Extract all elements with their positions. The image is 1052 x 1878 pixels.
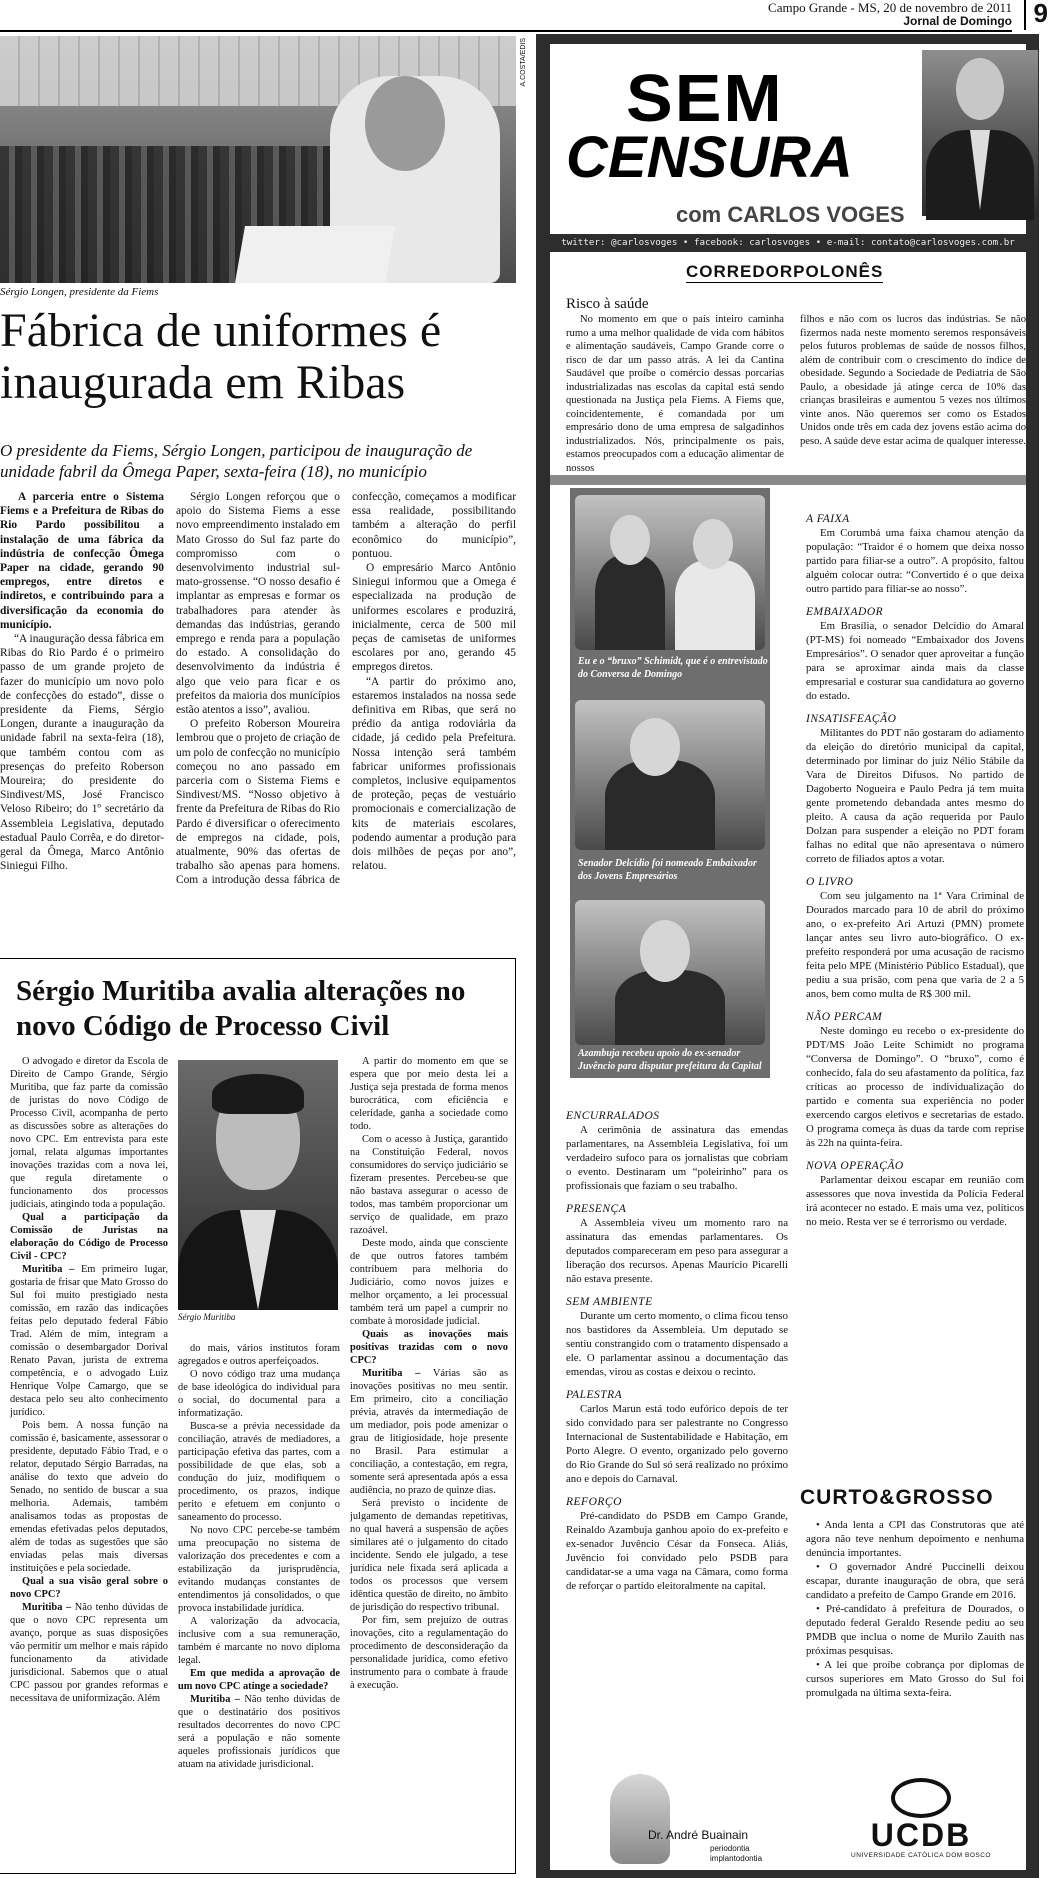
- ucdb-logo-icon: [891, 1778, 951, 1818]
- curto-item: • A lei que proíbe cobrança por diplomas de cursos superiores em Mato Grosso do Sul foi promulgada na última sexta-feira.: [806, 1659, 1024, 1699]
- note-title: PALESTRA: [566, 1389, 623, 1401]
- muritiba-caption: Sérgio Muritiba: [178, 1312, 236, 1322]
- lead-body: [0, 490, 516, 946]
- curto-item: • Anda lenta a CPI das Construtoras que até agora não teve nenhum depoimento e nenhuma denúncia importantes.: [806, 1519, 1024, 1559]
- brand-line-2: CENSURA: [566, 125, 853, 190]
- second-col-1: [10, 1055, 168, 1870]
- photo-caption-3: Azambuja recebeu apoio do ex-senador Juvêncio para disputar prefeitura da Capital: [578, 1048, 762, 1072]
- header-journal: Jornal de Domingo: [903, 14, 1012, 28]
- contact-bar: twitter: @carlosvoges • facebook: carlosvoges • e-mail: contato@carlosvoges.com.br: [550, 234, 1026, 252]
- ucdb-name: UCDB: [870, 1817, 972, 1853]
- lead-headline: Fábrica de uniformes é inaugurada em Ribas: [0, 304, 442, 409]
- ad-dentist-name: Dr. André Buainain: [648, 1828, 749, 1842]
- second-col-2: [178, 1342, 340, 1870]
- curto-item: • O governador André Puccinelli deixou escapar, durante inauguração de obra, que será candidato a prefeito de Campo Grande em 2016.: [806, 1561, 1024, 1601]
- body-paragraph: A partir do momento em que se espera que por meio desta lei a Justiça seja prestada de forma menos burocrática, com eficiência e celeridade, ganha a sociedade como todo.: [350, 1056, 508, 1132]
- ucdb-subtitle: UNIVERSIDADE CATÓLICA DOM BOSCO: [851, 1852, 991, 1859]
- note-title: PRESENÇA: [566, 1203, 627, 1215]
- brand-line-1: SEM: [626, 60, 784, 136]
- note-text: A Assembleia viveu um momento raro na assinatura das emendas parlamentares. Os deputados compareceram em peso para assegurar a liberação dos recursos. Apenas Maurício Picarelli não estava presente.: [566, 1217, 788, 1285]
- body-paragraph: No novo CPC percebe-se também uma preocupação no sistema de valorização dos precedentes e com a estabilização da jurisprudência, evitando mudanças constantes de entendimentos já consolidados, o que provoca instabilidade jurídica.: [178, 1525, 340, 1614]
- answer-speaker: Muritiba –: [362, 1368, 421, 1379]
- note-title: NÃO PERCAM: [806, 1011, 883, 1023]
- note-title: NOVA OPERAÇÃO: [806, 1160, 904, 1172]
- answer-speaker: Muritiba –: [190, 1694, 240, 1705]
- note-title: EMBAIXADOR: [806, 606, 884, 618]
- answer-text: Várias são as inovações positivas no meu sentir. Em primeiro, cito a conciliação prévia, através da intermediação de um mediador, pois pode amenizar o grau de litigiosidade, hoje presente no Brasil. Para estimular a conciliação, a contestação, em regra, somente será apresentada após a essa audiência, no prazo de quinze dias.: [350, 1368, 508, 1496]
- photo-schimidt: [575, 495, 765, 650]
- photo-caption-1: Eu e o “bruxo” Schimidt, que é o entrevistado do Conversa de Domingo: [578, 656, 768, 680]
- risco-col-2: [800, 313, 1026, 463]
- body-paragraph: Por fim, sem prejuízo de outras inovações, cito a regulamentação do procedimento de desconsideração da personalidade jurídica, como efetivo instrumento para o combate à fraude à execução.: [350, 1615, 508, 1691]
- ad-dentist-specialty-1: periodontia: [710, 1844, 750, 1853]
- photo-caption-2: Senador Delcídio foi nomeado Embaixador dos Jovens Empresários: [578, 858, 757, 882]
- ad-dentist: [600, 1774, 763, 1866]
- note-title: INSATISFEAÇÃO: [806, 713, 897, 725]
- answer-text: Em primeiro lugar, gostaria de frisar que Mato Grosso do Sul foi muito prestigiado nesta comissão, em razão das indicações feitas pelo deputado federal Fábio Trad. Além de mim, integram a comissão o desembargador Dorival Renato Pavan, jurista de extrema competência, e o advogado Luiz Henrique Volpe Camargo, que se destaca pelo seu alto conhecimento jurídico.: [10, 1264, 168, 1418]
- second-col-3: [350, 1055, 508, 1870]
- note-text: Com seu julgamento na 1ª Vara Criminal de Dourados marcado para 10 de abril do próximo ano, o ex-prefeito Ari Artuzi (PMN) promete lançar antes seu livro auto-biográfico. O ex-prefeito responderá por uma acusação de racismo feita pelo MPE (Ministério Público Estadual), que pediu a sua prisão, com pena que varia de 2 a 5 anos, bem como multa de R$ 300 mil.: [806, 890, 1024, 1000]
- page-number: 9: [1024, 0, 1048, 30]
- note-title: ENCURRALADOS: [566, 1110, 660, 1122]
- note-text: Militantes do PDT não gostaram do adiamento da eleição do diretório municipal da capital, determinado por liminar do juiz Nélio Stábile da Vara de Direitos Difusos. No partido de Dagoberto Nogueira e Paulo Pedra já tem muita gente prometendo debandada antes mesmo do pleito. A causa da ação requerida por Paulo Dolzan para suspender a eleição no PDT foram falhas no edital que não apresentava o número correto de filiados aptos a votar.: [806, 727, 1024, 865]
- body-paragraph: Deste modo, ainda que consciente de que outros fatores também contribuem para melhoria do Judiciário, como novos juízes e melhor orçamento, a lei processual também terá um papel a cumprir no combate à morosidade judicial.: [350, 1238, 508, 1327]
- body-paragraph: O prefeito Roberson Moureira lembrou que o projeto de criação de um polo de confecção no município começou no ano passado em parceria com o Sistema Fiems e Sindivest/MS. “Nosso objetivo à frente da Prefeitura de Ribas do Rio Pardo é diversificar o oferecimento de empregos na cidade, pois, atualmente, 90% das ofertas de trabalho são apenas para homens. Com a introdução dessa fábrica de confecção, começamos a modificar essa realidade, possibilitando também a alteração do perfil econômico do município”, pontuou.: [176, 491, 516, 887]
- note-text: Carlos Marun está todo eufórico depois de ter sido convidado para ser palestrante no Congresso Internacional de Sustentabilidade e Habitação, em Porto Alegre. O evento, organizado pelo governo do Rio Grande do Sul só será realizado no próximo ano e depois do Carnaval.: [566, 1403, 788, 1485]
- note-title: SEM AMBIENTE: [566, 1296, 653, 1308]
- notes-left: [566, 1100, 788, 1760]
- interview-answer: [10, 1601, 168, 1705]
- ad-ucdb: [826, 1774, 1016, 1870]
- answer-text: Não tenho dúvidas de que o novo CPC representa um avanço, porque as suas disposições vão permitir um melhor e mais rápido funcionamento da atividade jurisdicional. Sabemos que o atual CPC passou por grandes reformas e necessitava de uniformização. Além: [10, 1602, 168, 1704]
- answer-speaker: Muritiba –: [22, 1602, 72, 1613]
- interview-answer: [10, 1263, 168, 1419]
- body-paragraph: O novo código traz uma mudança de base ideológica do individual para o social, do documental para a informatização.: [178, 1369, 340, 1419]
- lead-paragraph: A parceria entre o Sistema Fiems e a Prefeitura de Ribas do Rio Pardo possibilitou a instalação de uma fábrica da indústria de confecção Ômega Paper na cidade, gerando 90 empregos, entre diretos e indiretos, e contribuindo para a diversificação da economia do município.: [0, 491, 164, 631]
- answer-text: Não tenho dúvidas de que o destinatário dos positivos resultados decorrentes do novo CPC será a população e não somente aqueles profissionais jurídicos que atuam na atividade jurisdicional.: [178, 1694, 340, 1770]
- curto-grosso-tag: CURTO&GROSSO: [800, 1486, 994, 1509]
- body-paragraph: Busca-se a prévia necessidade da conciliação, através de mediadores, a participação efetiva das partes, com a possibilidade de que elas, sob a condução do juiz, modifiquem o procedimento, os prazos, indique perito e efetuem em conjunto o saneamento do processo.: [178, 1421, 340, 1523]
- brand-byline: com CARLOS VOGES: [676, 202, 905, 227]
- header-rule: [0, 30, 1012, 32]
- body-paragraph: Sérgio Longen reforçou que o apoio do Sistema Fiems a esse novo empreendimento instalado em Mato Grosso do Sul faz parte do compromisso com o desenvolvimento industrial sul-mato-grossense. “O nosso desafio é implantar as empresas e formar os trabalhadores para atender às demandas das indústrias, gerando emprego e renda para a população do estado. A consolidação do desenvolvimento da indústria é algo que veio para ficar e os prefeitos da maioria dos municípios estão atentos a isso”, avaliou.: [176, 491, 340, 717]
- gray-divider: [550, 475, 1026, 485]
- lead-photo-caption: Sérgio Longen, presidente da Fiems: [0, 286, 159, 298]
- curto-item: • Pré-candidato à prefeitura de Dourados, o deputado federal Geraldo Resende pediu ao seu PMDB que inclua o nome de Murilo Zauith nas próximas pesquisas.: [806, 1603, 1024, 1657]
- columnist-photo: [922, 50, 1038, 216]
- muritiba-photo: [178, 1060, 338, 1310]
- photo-credit: A.COSTA/EDIS: [520, 38, 527, 87]
- interview-question: Qual a sua visão geral sobre o novo CPC?: [10, 1576, 168, 1600]
- tooth-icon: [610, 1774, 670, 1864]
- page-header: [0, 0, 1052, 34]
- photo-azambuja: [575, 900, 765, 1045]
- lead-deck: O presidente da Fiems, Sérgio Longen, participou de inauguração de unidade fabril da Ômega Paper, sexta-feira (18), no município: [0, 441, 473, 481]
- risco-text-2: filhos e não com os lucros das indústrias. Se não fizermos nada neste momento seremos responsáveis pelos futuros problemas de saúde de nossos filhos, além de contribuir com o crescimento do índice de obesidade. Segundo a Sociedade de Pediatria de São Paulo, a obesidade já atinge cerca de 10% das crianças brasileiras e aumentou 5 vezes nos últimos vinte anos. Não queremos ser como os Estados Unidos onde três em cada dez jovens estão acima do peso. A saúde deve estar acima de qualquer interesse.: [800, 314, 1026, 447]
- body-paragraph: A valorização da advocacia, inclusive com a sua remuneração, também é marcante no novo diploma legal.: [178, 1616, 340, 1666]
- interview-question: Qual a participação da Comissão de Juristas na elaboração do Código de Processo Civil - CPC?: [10, 1212, 168, 1262]
- curto-grosso-list: [806, 1518, 1024, 1748]
- risco-text-1: No momento em que o país inteiro caminha rumo a uma melhor qualidade de vida com hábitos e alimentação saudáveis, Campo Grande corre o risco de dar um passo atrás. A lei da Cantina Saudável que proíbe o comércio dessas porcarias industrializadas nas escolas da capital está sendo questionada na Justiça pela Fiems. A Fiems que, coincidentemente, é comandada por um empresário dono de uma empresa de salgadinhos industrializados. Nós, principalmente os pais, estamos preocupados com a educação alimentar de nossos: [566, 314, 784, 474]
- note-title: O LIVRO: [806, 876, 854, 888]
- note-text: Parlamentar deixou escapar em reunião com assessores que nova investida da Polícia Federal irá acontecer no estado. E mais uma vez, políticos no meio. Resta ver se é terrorismo ou verdade.: [806, 1174, 1024, 1228]
- interview-question: Em que medida a aprovação de um novo CPC atinge a sociedade?: [178, 1668, 340, 1692]
- body-paragraph: Será previsto o incidente de julgamento de demandas repetitivas, no qual haverá a suspensão de ações similares até o julgamento do citado incidente. Sendo ele julgado, a tese jurídica nele fixada será aplicada a todos os processos que versem idêntica questão de direito, no âmbito de jurisdição do respectivo tribunal.: [350, 1498, 508, 1613]
- photo-delcidio: [575, 700, 765, 850]
- second-headline: Sérgio Muritiba avalia alterações no novo Código de Processo Civil: [16, 975, 466, 1042]
- note-text: Em Brasília, o senador Delcídio do Amaral (PT-MS) foi nomeado “Embaixador dos Jovens Empresários”. O senador quer aproveitar a função para se aproximar ainda mais da classe empresarial e costurar sua candidatura ao governo do estado.: [806, 620, 1024, 702]
- column-brand: [556, 58, 906, 227]
- notes-right: [806, 503, 1024, 1513]
- body-paragraph: do mais, vários institutos foram agregados e outros aperfeiçoados.: [178, 1343, 340, 1367]
- body-paragraph: O advogado e diretor da Escola de Direito de Campo Grande, Sérgio Muritiba, que faz parte da comissão de juristas do novo Código de Processo Civil, acompanha de perto as discussões sobre as alterações do novo CPC. Em entrevista para este jornal, relata algumas importantes inovações trazidas com a nova lei, que regula diretamente o funcionamento dos processos judiciais, atingindo toda a população.: [10, 1056, 168, 1210]
- header-date: Campo Grande - MS, 20 de novembro de 2011: [768, 0, 1012, 15]
- answer-speaker: Muritiba –: [22, 1264, 75, 1275]
- risco-title: Risco à saúde: [566, 296, 649, 312]
- note-text: Neste domingo eu recebo o ex-presidente do PDT/MS João Leite Schimidt no programa “Conversa de Domingo”. O “bruxo”, como é conhecido, fala do seu afastamento da política, faz críticas ao processo de individualização do partido e comenta sua experiência no poder exercendo cargos eletivos e secretarias de estado. O programa começa às duas da tarde com reprise às 22h na quinta-feira.: [806, 1025, 1024, 1149]
- body-paragraph: O empresário Marco Antônio Siniegui informou que a Omega é especializada na produção de uniformes escolares e produzirá, inicialmente, cerca de 500 mil peças de camisetas de uniformes escolares por ano, gerando 45 empregos diretos.: [352, 562, 516, 674]
- section-tag: CORREDORPOLONÊS: [686, 262, 884, 281]
- note-title: A FAIXA: [806, 513, 850, 525]
- lead-photo: [0, 36, 516, 283]
- ad-dentist-specialty-2: implantodontia: [710, 1854, 763, 1863]
- body-paragraph: “A partir do próximo ano, estaremos instalados na nossa sede definitiva em Ribas, que será no prédio da antiga rodoviária da cidade, já cedido pela Prefeitura. Nossa intenção será também fabricar uniformes profissionais completos, inclusive equipamentos de proteção, peças de vestuário promocionais e comercialização de kits de materiais escolares, podendo aumentar a produção para dois milhões de peças por ano”, relatou.: [352, 675, 516, 873]
- risco-col-1: [566, 313, 784, 474]
- note-text: Em Corumbá uma faixa chamou atenção da população: “Traidor é o homem que deixa nosso partido para filiar-se a outro”. A propósito, faltou alguém colocar outra: “Convertido é o que deixa outro partido para filiar-se ao nosso”.: [806, 527, 1024, 595]
- body-paragraph: “A inauguração dessa fábrica em Ribas do Rio Pardo é o primeiro passo de um grande projeto de fazer do município um novo polo de confecções do estado”, disse o presidente da Fiems, Sérgio Longen, durante a inauguração da unidade fabril na sexta-feira (18), que também contou com as presenças do prefeito Roberson Moureira; do presidente do Sindivest/MS, José Francisco Veloso Ribeiro; do 1º secretário da Assembleia Legislativa, deputado estadual Paulo Corrêa, e do diretor-geral da Ômega, Marco Antônio Siniegui Filho.: [0, 633, 164, 873]
- body-paragraph: Pois bem. A nossa função na comissão é, basicamente, assessorar o presidente, deputado Fábio Trad, e o relator, deputado Sérgio Barradas, na análise do texto que adveio do Senado, no sentido de buscar a sua melhoria. Ademais, também analisamos todas as propostas de emendas efetivadas pelos deputados, além de todas as sugestões que são enviadas pelas mais diversas instituições e pela sociedade.: [10, 1420, 168, 1574]
- note-text: Durante um certo momento, o clima ficou tenso nos bastidores da Assembleia. Um deputado se sentiu constrangido com o tratamento dispensado a ele. O parlamentar assinou a documentação das emendas, virou as costas e deixou o recinto.: [566, 1310, 788, 1378]
- note-title: REFORÇO: [566, 1496, 622, 1508]
- note-text: A cerimônia de assinatura das emendas parlamentares, na Assembleia Legislativa, foi um verdadeiro sufoco para os jornalistas que cobriam o evento. Destinaram um “poleirinho” para os profissionais que faziam o seu trabalho.: [566, 1124, 788, 1192]
- interview-answer: [350, 1367, 508, 1497]
- interview-question: Quais as inovações mais positivas trazidas com o novo CPC?: [350, 1329, 508, 1366]
- note-text: Pré-candidato do PSDB em Campo Grande, Reinaldo Azambuja ganhou apoio do ex-prefeito e ex-senador Juvêncio César da Fonseca. Aliás, Juvêncio foi convidado pelo PSDB para candidatar-se a uma vaga na Câmara, como forma de reforçar o partido eleitoralmente na capital.: [566, 1510, 788, 1592]
- interview-answer: [178, 1693, 340, 1771]
- body-paragraph: Com o acesso à Justiça, garantido na Constituição Federal, novos consumidores do serviço judiciário se fizeram presentes. Percebeu-se que não bastava assegurar o acesso de todos, mas também proporcionar um serviço de qualidade, em prazo razoável.: [350, 1134, 508, 1236]
